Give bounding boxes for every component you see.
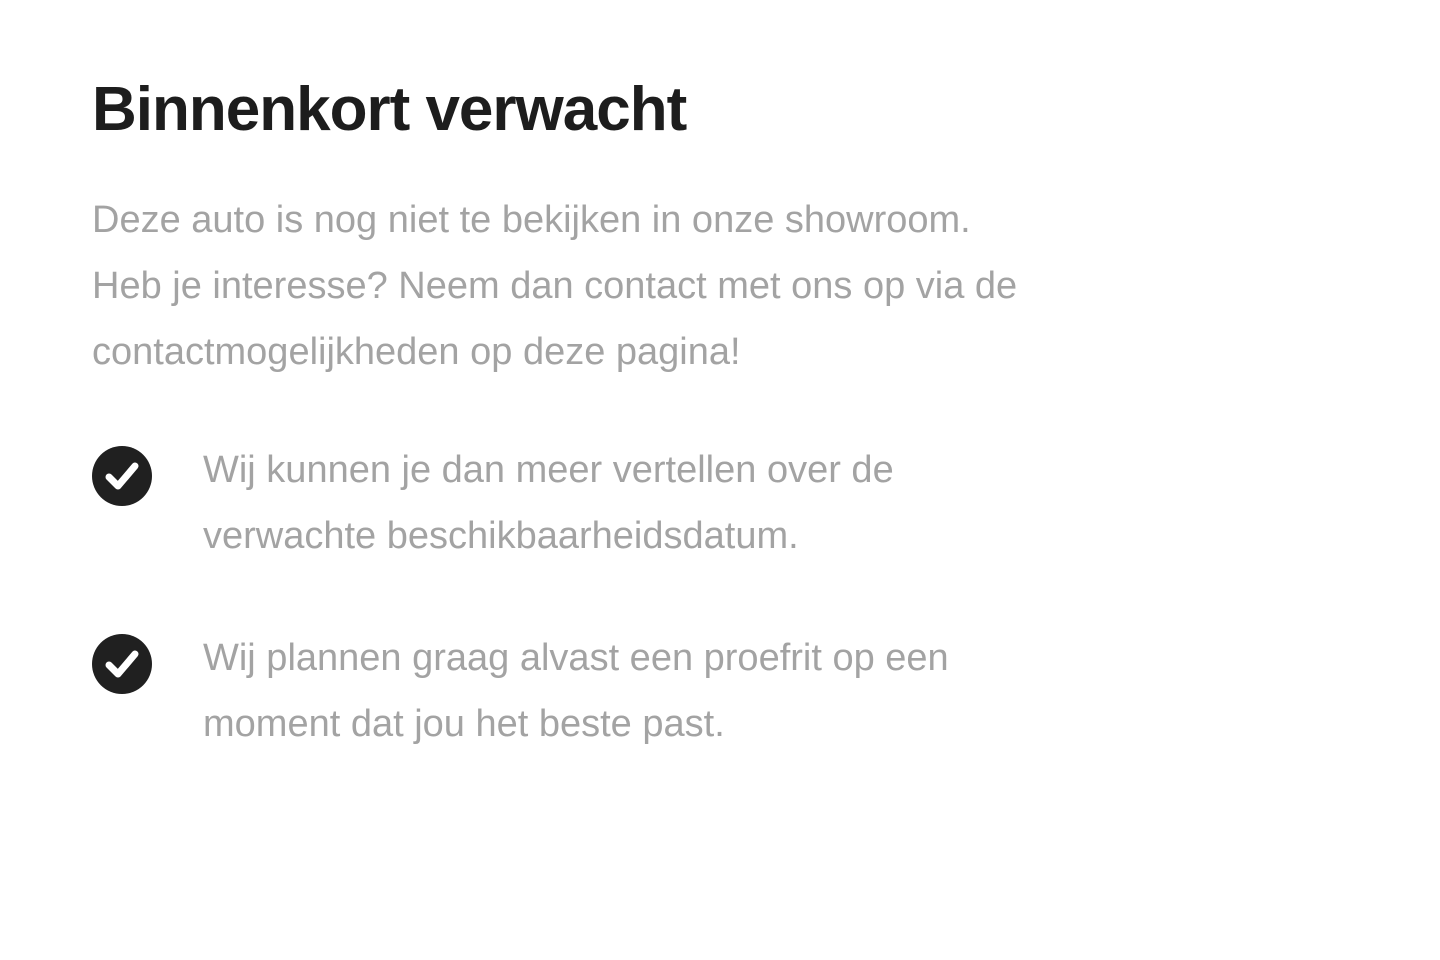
benefits-list [92,437,1440,757]
check-circle-icon [92,446,152,506]
intro-line: contactmogelijkheden op deze pagina! [92,331,741,373]
list-item-line: Wij kunnen je dan meer vertellen over de [203,449,894,491]
list-item-line: verwachte beschikbaarheidsdatum. [203,515,799,557]
list-item-text [203,625,949,757]
list-item-text [203,437,894,569]
intro-paragraph [92,187,1440,385]
intro-line: Deze auto is nog niet te bekijken in onze showroom. [92,199,971,241]
list-item [92,437,1440,569]
intro-line: Heb je interesse? Neem dan contact met ons op via de [92,265,1018,307]
check-circle-icon [92,634,152,694]
page-title: Binnenkort verwacht [92,75,687,144]
list-item-line: moment dat jou het beste past. [203,703,725,745]
list-item [92,625,1440,757]
list-item-line: Wij plannen graag alvast een proefrit op een [203,637,949,679]
